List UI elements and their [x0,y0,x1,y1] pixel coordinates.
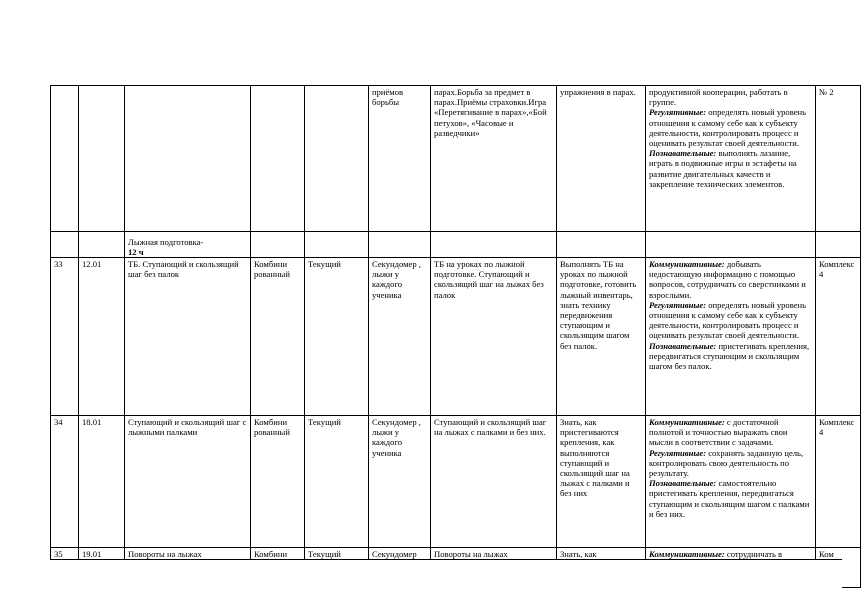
uud-cognitive-text: самостоятельно пристегивать крепления, передвигаться ступающим и скользящим шагом с палками и без них. [649,478,810,519]
cell-empty [646,232,816,258]
cell-empty [251,232,305,258]
cell-content: ТБ на уроках по лыжной подготовке. Ступающий и скользящий шаг на лыжах без палок [431,258,557,416]
cell-empty [557,232,646,258]
cell-type: Комбини рованный [251,416,305,548]
cell-control: Текущий [305,416,369,548]
uud-regulative-label: Регулятивные: [649,107,707,118]
cell-type: Комбини рованный [251,258,305,416]
cell-result: Знать, как пристегиваются крепления, как выполняются ступающий и скользящий шаг на лыжах с палками и без них [557,416,646,548]
cell-empty [51,232,79,258]
page-bottom-margin [0,559,842,595]
uud-communicative-text: с достаточной полнотой и точностью выражать свои мысли в соответствии с задачами. [649,417,788,448]
cell-homework: № 2 [816,86,861,232]
cell-homework: Ком [816,548,861,588]
cell-content: Ступающий и скользящий шаг на лыжах с палками и без них. [431,416,557,548]
cell-empty [79,232,125,258]
cell-topic: Ступающий и скользящий шаг с лыжными палками [125,416,251,548]
cell-empty [369,232,431,258]
cell-content: Повороты на лыжах [431,548,557,588]
section-title [125,232,251,258]
cell-num: 35 [51,548,79,588]
section-row [51,232,861,258]
cell-topic: Повороты на лыжах [125,548,251,588]
uud-plain-text: продуктивной кооперации, работать в группе. [649,87,788,108]
cell-num: 33 [51,258,79,416]
uud-communicative-text: добывать недостающую информацию с помощью вопросов, сотрудничать со сверстниками и взрослыми. [649,259,806,300]
uud-communicative-label: Коммуникативные: [649,259,725,269]
cell-num: 34 [51,416,79,548]
cell-result: Знать, как [557,548,646,588]
cell-empty [305,232,369,258]
uud-regulative-text: определять новый уровень отношения к самому себе как к субъекту деятельности, контролировать процесс и оценивать результат своей деятельности. [649,107,807,149]
cell-uud [646,416,816,548]
uud-cognitive-label: Познавательные: [649,340,717,351]
cell-content: парах.Борьба за предмет в парах.Приёмы страховки.Игра «Перетягивание в парах»,«Бой петухов», «Часовые и разведчики» [431,86,557,232]
lesson-plan-table [50,85,861,588]
cell-kind: Секундомер , лыжи у каждого ученика [369,416,431,548]
cell-empty [431,232,557,258]
cell-uud [646,86,816,232]
uud-communicative-label: Коммуникативные: [649,417,725,427]
cell-homework: Комплекс4 [816,416,861,548]
uud-cognitive-label: Познавательные: [649,148,717,159]
cell-type [251,86,305,232]
section-title-hours: 12 ч [128,246,144,257]
cell-control: Текущий [305,258,369,416]
cell-date [79,86,125,232]
uud-regulative-label: Регулятивные: [649,299,707,310]
cell-date: 12.01 [79,258,125,416]
cell-kind: приёмов борьбы [369,86,431,232]
cell-result: Выполнять ТБ на уроках по лыжной подготовке, готовить лыжный инвентарь, знать технику передвижения ступающим и скользящим шагом без палок. [557,258,646,416]
uud-regulative-label: Регулятивные: [649,447,707,458]
section-title-line1: Лыжная подготовка- [128,236,204,247]
uud-cognitive-text: выполнять лазание, играть в подвижные игры и эстафеты на развитие двигательных качеств и закрепление технических элементов. [649,148,797,189]
cell-result: упражнения в парах. [557,86,646,232]
cell-uud [646,258,816,416]
cell-empty [816,232,861,258]
cell-date: 19.01 [79,548,125,588]
table-row-continuation [51,86,861,232]
lesson-plan-sheet [50,85,855,588]
table-row [51,258,861,416]
cell-date: 18.01 [79,416,125,548]
uud-cognitive-label: Познавательные: [649,478,717,489]
uud-regulative-text: сохранять заданную цель, контролировать свою деятельность по результату. [649,447,804,479]
cell-type: Комбини [251,548,305,588]
uud-communicative-text: сотрудничать в [724,549,783,559]
cell-control: Текущий [305,548,369,588]
cell-control [305,86,369,232]
uud-regulative-text: определять новый уровень отношения к самому себе как к субъекту деятельности, контролировать процесс и оценивать результат своей деятельности. [649,299,807,341]
cell-topic [125,86,251,232]
cell-homework: Комплекс4 [816,258,861,416]
cell-topic: ТБ. Ступающий и скользящий шаг без палок [125,258,251,416]
table-row [51,416,861,548]
cell-kind: Секундомер , лыжи у каждого ученика [369,258,431,416]
table-bottom-border [50,559,842,560]
uud-cognitive-text: пристегивать крепления, передвигаться ступающим и скользящим шагом без палок. [649,340,810,372]
uud-communicative-label: Коммуникативные: [649,549,725,559]
cell-num [51,86,79,232]
cell-kind: Секундомер [369,548,431,588]
